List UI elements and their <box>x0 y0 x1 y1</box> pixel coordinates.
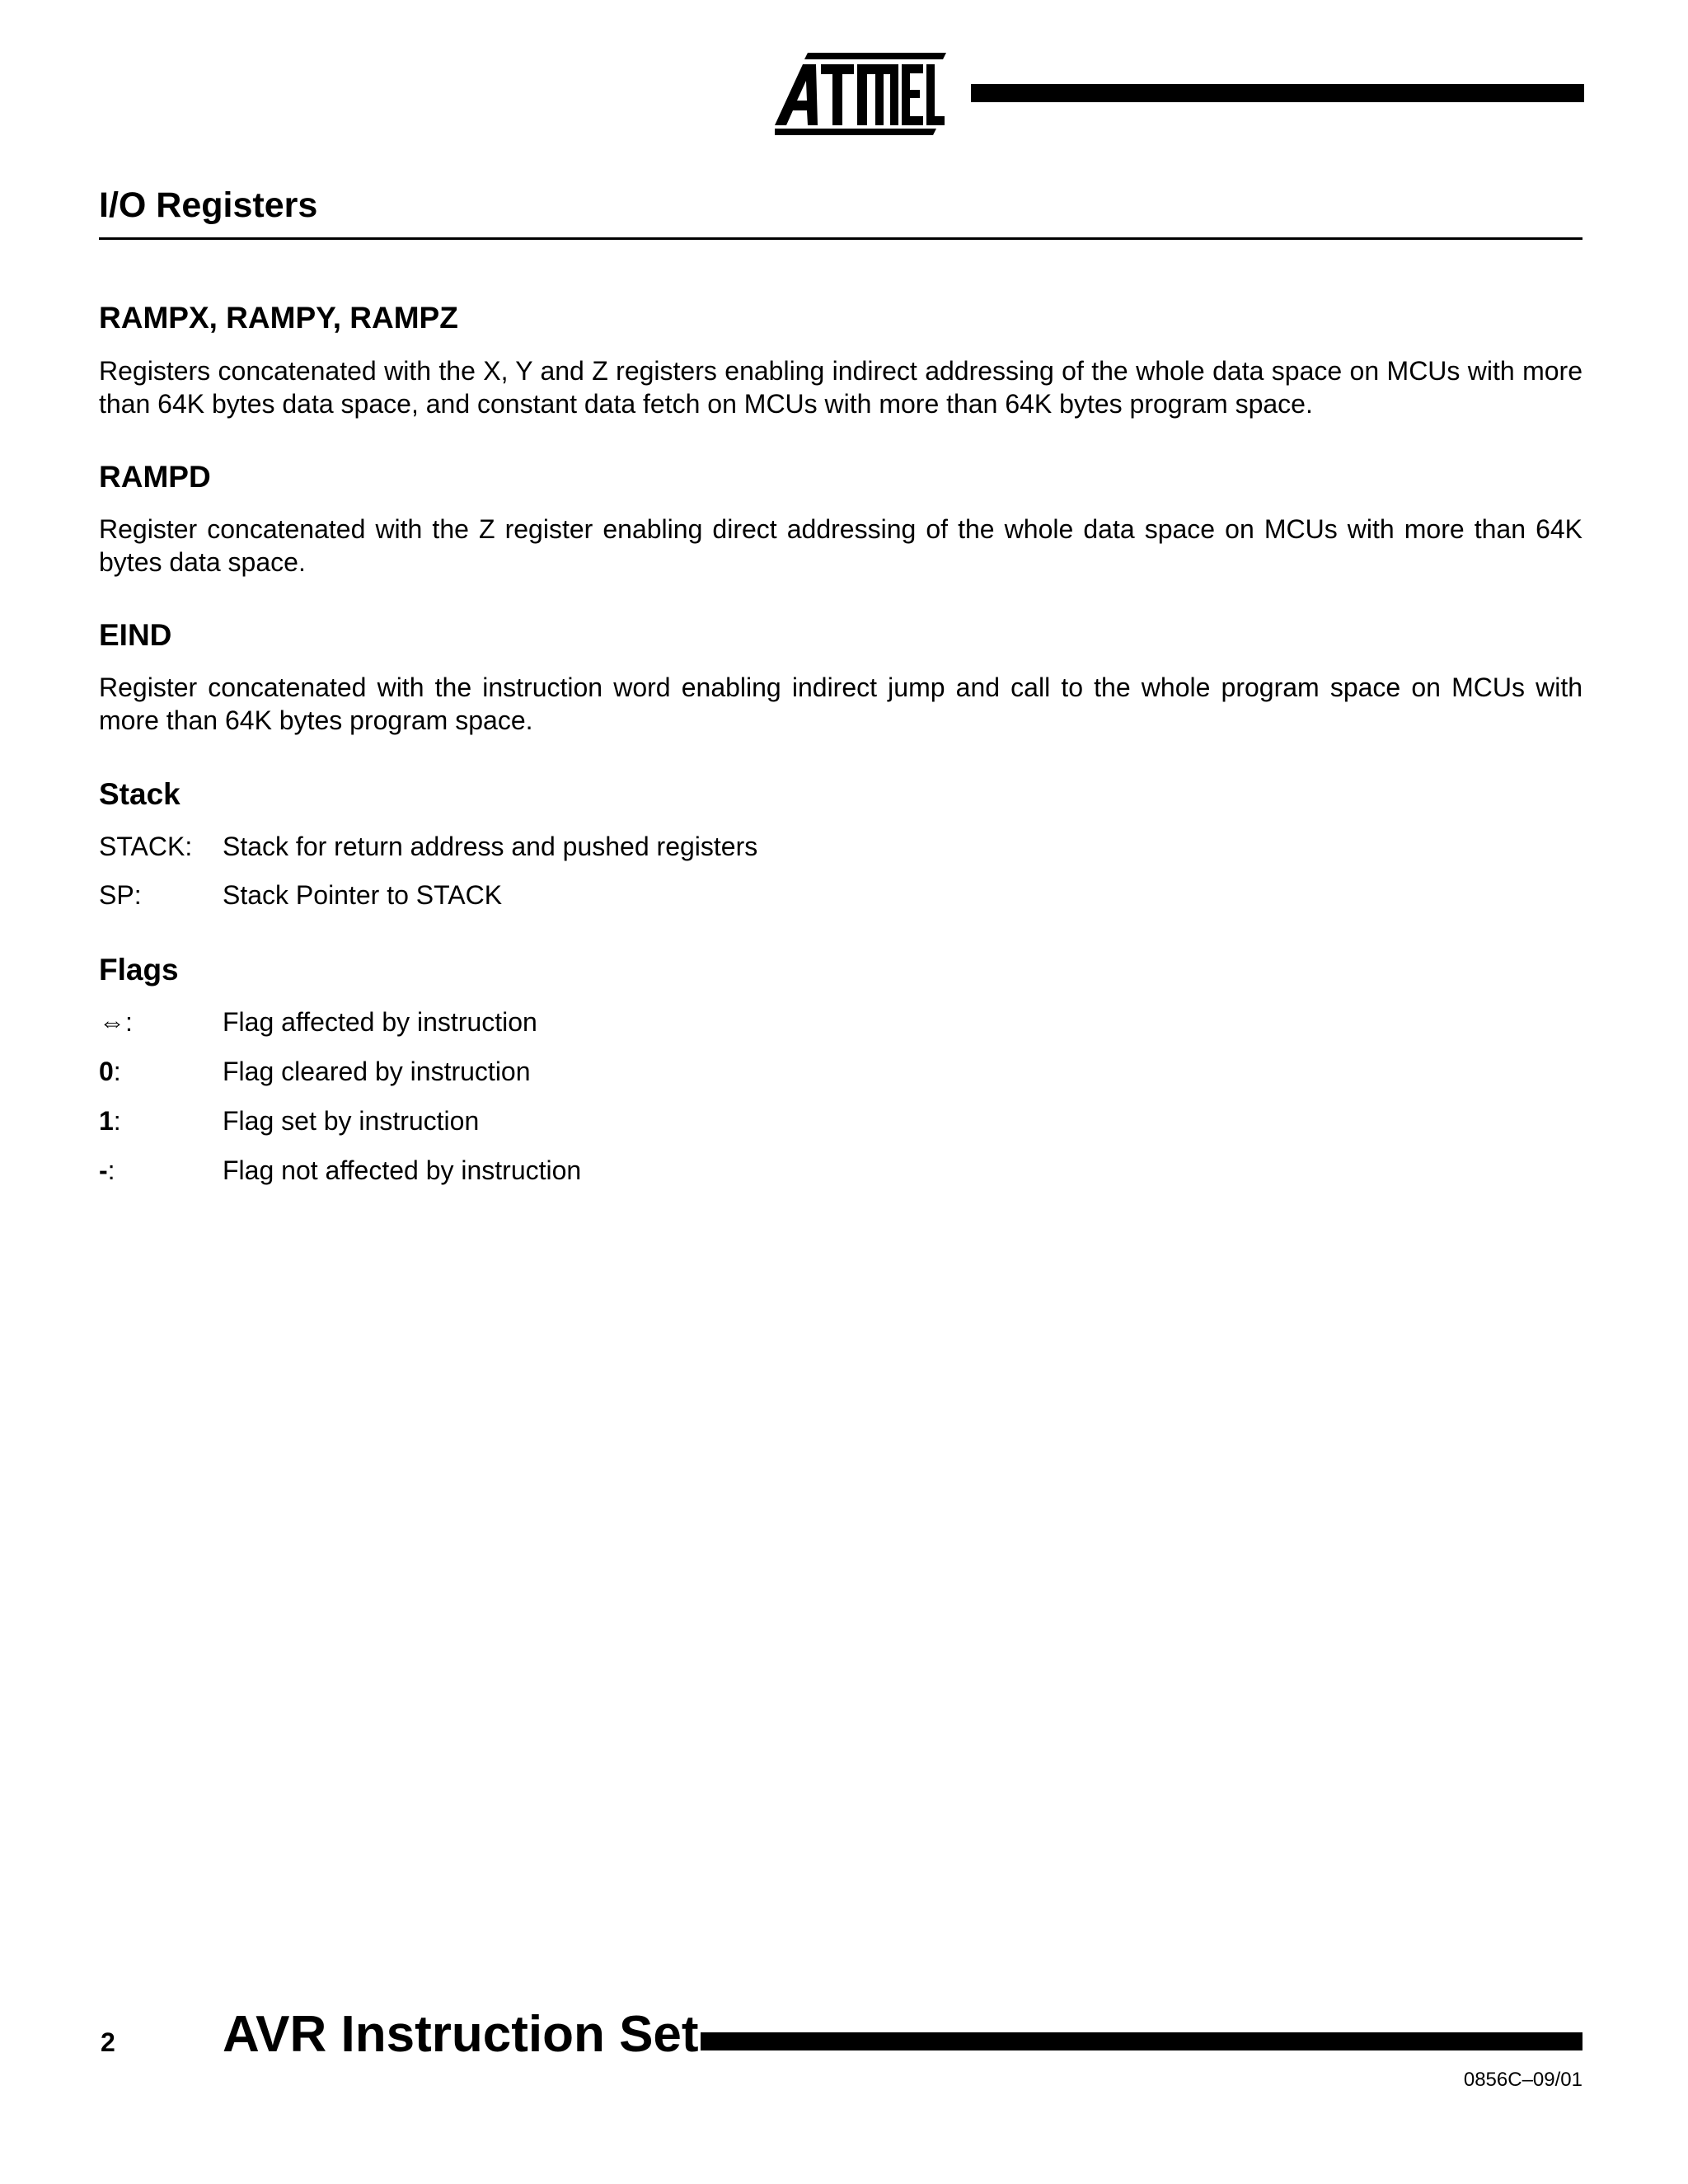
footer-rule-bar <box>701 2032 1582 2050</box>
stack-desc: Stack for return address and pushed registers <box>223 832 758 861</box>
rampd-description: Register concatenated with the Z register enabling direct addressing of the whole data space on MCUs with more than 64K bytes data space. <box>99 514 1582 577</box>
flag-desc: Flag affected by instruction <box>223 1007 537 1037</box>
stack-term: SP: <box>99 880 142 910</box>
flag-desc: Flag not affected by instruction <box>223 1155 582 1185</box>
flag-item <box>99 1005 1088 1038</box>
stack-desc: Stack Pointer to STACK <box>223 880 503 910</box>
flag-symbol: 0: <box>99 1057 121 1086</box>
header-rule-bar <box>971 84 1584 102</box>
rampd-heading: RAMPD <box>99 460 211 494</box>
stack-item <box>99 879 1088 912</box>
flag-desc: Flag cleared by instruction <box>223 1057 531 1086</box>
stack-item <box>99 830 1088 863</box>
flag-item <box>99 1154 1088 1187</box>
eind-heading: EIND <box>99 618 172 652</box>
document-title: AVR Instruction Set <box>223 2006 699 2063</box>
flags-heading: Flags <box>99 953 179 987</box>
page-number: 2 <box>101 2027 115 2057</box>
flag-symbol: -: <box>99 1155 115 1185</box>
flag-symbol: ⇔: <box>99 1007 133 1037</box>
atmel-logo <box>775 53 946 135</box>
eind-description: Register concatenated with the instruction word enabling indirect jump and call to the whole program space on MCUs with more than 64K bytes program space. <box>99 673 1582 735</box>
flag-symbol: 1: <box>99 1106 121 1136</box>
document-id: 0856C–09/01 <box>1463 2069 1582 2091</box>
rampx-description: Registers concatenated with the X, Y and Z registers enabling indirect addressing of the whole data space on MCUs with more than 64K bytes data space, and constant data fetch on MCUs with more than 64K bytes program space. <box>99 356 1582 419</box>
flag-item <box>99 1055 1088 1088</box>
stack-term: STACK: <box>99 832 193 861</box>
stack-heading: Stack <box>99 777 181 811</box>
flag-item <box>99 1104 1088 1137</box>
flag-desc: Flag set by instruction <box>223 1106 480 1136</box>
rampx-heading: RAMPX, RAMPY, RAMPZ <box>99 301 458 335</box>
page-title: I/O Registers <box>99 185 318 225</box>
title-underline <box>99 237 1582 240</box>
